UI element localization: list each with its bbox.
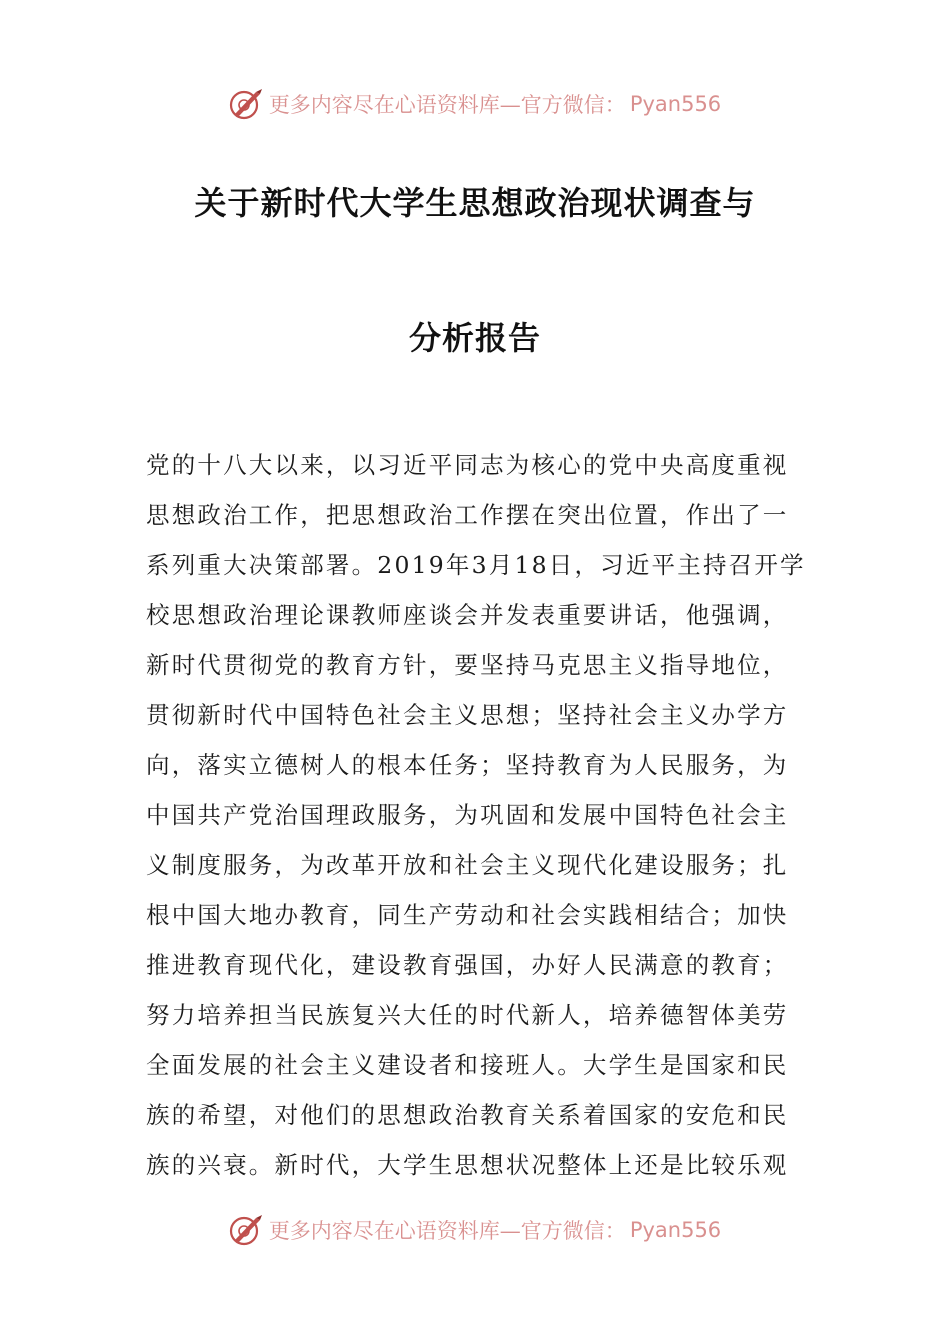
body-line: 思想政治工作，把思想政治工作摆在突出位置，作出了一 [146, 501, 789, 529]
body-line: 推进教育现代化，建设教育强国，办好人民满意的教育； [146, 951, 789, 979]
watermark-wechat-id: Pyan556 [629, 1218, 722, 1242]
body-line: 系列重大决策部署。2019年3月18日，习近平主持召开学 [146, 551, 806, 579]
watermark-text: 更多内容尽在心语资料库—官方微信： [268, 1219, 626, 1243]
body-line: 义制度服务，为改革开放和社会主义现代化建设服务；扎 [146, 851, 789, 879]
body-line: 贯彻新时代中国特色社会主义思想；坚持社会主义办学方 [146, 701, 789, 729]
body-line: 党的十八大以来，以习近平同志为核心的党中央高度重视 [146, 451, 789, 479]
watermark-text: 更多内容尽在心语资料库—官方微信： [268, 93, 626, 117]
body-line: 族的希望，对他们的思想政治教育关系着国家的安危和民 [146, 1101, 789, 1129]
header-watermark [0, 84, 950, 124]
document-title-line-1: 关于新时代大学生思想政治现状调查与 [194, 184, 756, 222]
footer-watermark [0, 1210, 950, 1250]
pen-logo-icon [229, 1213, 263, 1247]
body-line: 全面发展的社会主义建设者和接班人。大学生是国家和民 [146, 1051, 789, 1079]
body-line: 中国共产党治国理政服务，为巩固和发展中国特色社会主 [146, 801, 789, 829]
body-line: 校思想政治理论课教师座谈会并发表重要讲话，他强调， [146, 601, 789, 629]
body-line: 努力培养担当民族复兴大任的时代新人，培养德智体美劳 [146, 1001, 789, 1029]
body-line: 族的兴衰。新时代，大学生思想状况整体上还是比较乐观 [146, 1151, 789, 1179]
body-paragraph [146, 440, 806, 1190]
body-line: 新时代贯彻党的教育方针，要坚持马克思主义指导地位， [146, 651, 789, 679]
watermark-wechat-id: Pyan556 [629, 92, 722, 116]
pen-logo-icon [229, 87, 263, 121]
document-title-line-2: 分析报告 [408, 319, 541, 357]
body-line: 根中国大地办教育，同生产劳动和社会实践相结合；加快 [146, 901, 789, 929]
body-line: 向，落实立德树人的根本任务；坚持教育为人民服务，为 [146, 751, 789, 779]
